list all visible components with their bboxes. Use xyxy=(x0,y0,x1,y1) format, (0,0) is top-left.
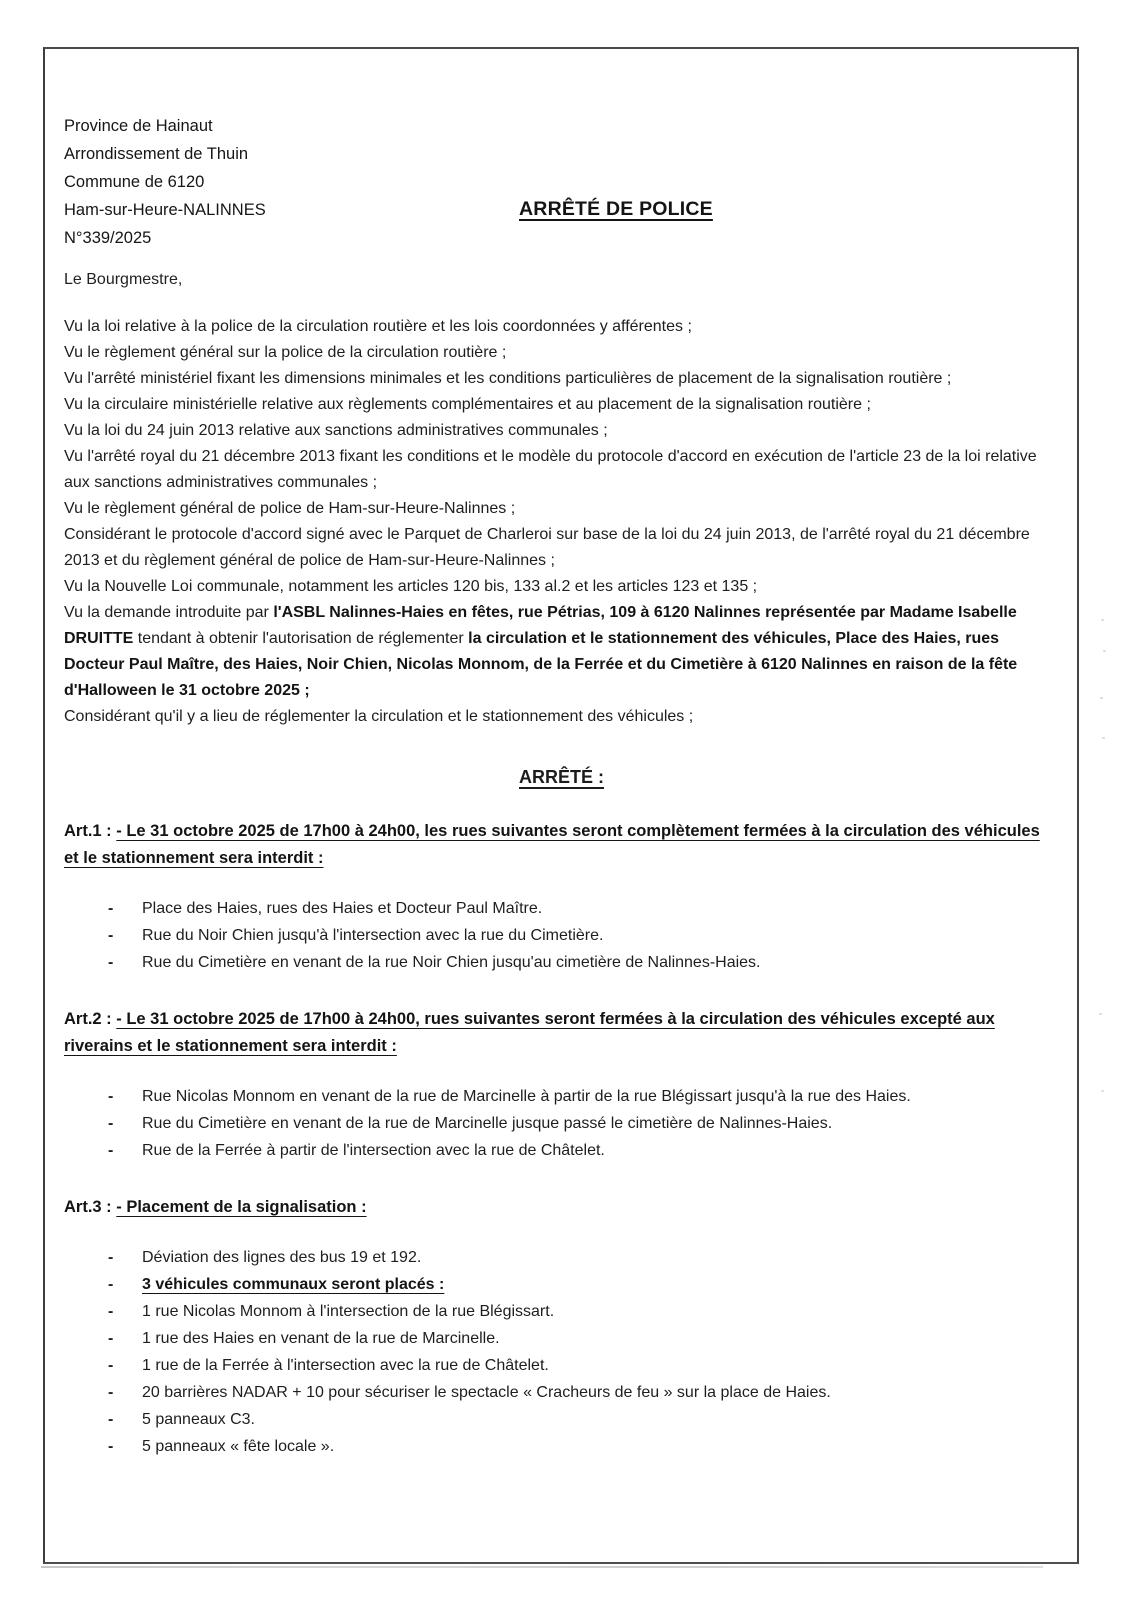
list-item xyxy=(64,1325,1059,1352)
preamble-clause: Vu le règlement général sur la police de la circulation routière ; xyxy=(64,344,507,361)
preamble-clause: Vu le règlement général de police de Ham-sur-Heure-Nalinnes ; xyxy=(64,500,516,517)
article-label: Art.2 : xyxy=(64,1010,112,1028)
article-2 xyxy=(64,1006,1059,1164)
admin-line-ville: Ham-sur-Heure-NALINNES xyxy=(64,201,266,219)
preamble-clause-demande xyxy=(64,600,1054,704)
admin-line-province: Province de Hainaut xyxy=(64,117,213,135)
bullet-dash: - xyxy=(108,1357,114,1374)
article-label: Art.3 : xyxy=(64,1198,112,1216)
scan-speckle xyxy=(1101,619,1104,621)
list-item xyxy=(64,1083,1059,1110)
article-label: Art.1 : xyxy=(64,822,112,840)
list-item xyxy=(64,1406,1059,1433)
list-item-text: 1 rue Nicolas Monnom à l'intersection de la rue Blégissart. xyxy=(142,1303,555,1320)
list-item-text: Déviation des lignes des bus 19 et 192. xyxy=(142,1249,422,1266)
list-item-text-emphasized: 3 véhicules communaux seront placés : xyxy=(142,1276,445,1293)
list-item xyxy=(64,1433,1059,1460)
preamble-clause: Vu la Nouvelle Loi communale, notamment les articles 120 bis, 133 al.2 et les articles 123 et 135 ; xyxy=(64,578,758,595)
list-item-text: Rue du Noir Chien jusqu'à l'intersection avec la rue du Cimetière. xyxy=(142,927,604,944)
list-item xyxy=(64,1110,1059,1137)
bullet-dash: - xyxy=(108,1330,114,1347)
list-item xyxy=(64,949,1059,976)
preamble-clause: Considérant le protocole d'accord signé avec le Parquet de Charleroi sur base de la loi du 24 juin 2013, de l'arrêté royal du 21 décembre 2013 et du règlement général de police de Ham-sur-Heure-Nalinnes ; xyxy=(64,526,1030,569)
scan-speckle xyxy=(1101,1090,1104,1092)
list-item xyxy=(64,1137,1059,1164)
list-item xyxy=(64,1352,1059,1379)
preamble-clause: Vu l'arrêté ministériel fixant les dimensions minimales et les conditions particulières de placement de la signalisation routière ; xyxy=(64,370,952,387)
article-3-list xyxy=(64,1244,1059,1460)
preamble-clause: Vu la loi relative à la police de la circulation routière et les lois coordonnées y afférentes ; xyxy=(64,318,692,335)
list-item-text: 5 panneaux C3. xyxy=(142,1411,255,1428)
article-1-heading xyxy=(64,818,1059,872)
list-item-text: 5 panneaux « fête locale ». xyxy=(142,1438,335,1455)
preamble-clause: Vu l'arrêté royal du 21 décembre 2013 fixant les conditions et le modèle du protocole d'accord en exécution de l'article 23 de la loi relative aux sanctions administratives communales ; xyxy=(64,448,1037,491)
scan-speckle xyxy=(1103,650,1106,652)
document-header xyxy=(64,112,1059,252)
article-1-list xyxy=(64,895,1059,976)
list-item-text: Rue Nicolas Monnom en venant de la rue de Marcinelle à partir de la rue Blégissart jusqu'à la rue des Haies. xyxy=(142,1088,911,1105)
list-item xyxy=(64,1271,1059,1298)
list-item xyxy=(64,1298,1059,1325)
bullet-dash: - xyxy=(108,1303,114,1320)
preamble-clause: Considérant qu'il y a lieu de réglementer la circulation et le stationnement des véhicules ; xyxy=(64,708,694,725)
bullet-dash: - xyxy=(108,954,114,971)
article-heading-text: - Le 31 octobre 2025 de 17h00 à 24h00, rues suivantes seront fermées à la circulation des véhicules excepté aux riverains et le stationnement sera interdit : xyxy=(64,1010,995,1055)
clause-segment-bold: l'ASBL Nalinnes-Haies en fêtes, rue Pétrias, 109 à 6120 Nalinnes représentée par Madame Isabelle DRUITTE xyxy=(64,604,1017,647)
article-1 xyxy=(64,818,1059,976)
decree-heading: ARRÊTÉ : xyxy=(519,767,604,787)
bullet-dash: - xyxy=(108,927,114,944)
list-item-text: 1 rue de la Ferrée à l'intersection avec la rue de Châtelet. xyxy=(142,1357,549,1374)
article-heading-text: - Placement de la signalisation : xyxy=(116,1198,367,1216)
list-item-text: Rue de la Ferrée à partir de l'intersection avec la rue de Châtelet. xyxy=(142,1142,605,1159)
list-item xyxy=(64,1244,1059,1271)
bullet-dash: - xyxy=(108,1249,114,1266)
bullet-dash: - xyxy=(108,1276,114,1293)
article-3-heading xyxy=(64,1194,1059,1221)
clause-segment: Vu la demande introduite par xyxy=(64,604,274,621)
preamble-clause: Vu la circulaire ministérielle relative aux règlements complémentaires et au placement de la signalisation routière ; xyxy=(64,396,871,413)
scan-speckle xyxy=(1099,1013,1102,1015)
bullet-dash: - xyxy=(108,1438,114,1455)
commune-address-block xyxy=(64,112,1059,252)
scan-speckle xyxy=(1102,737,1105,739)
list-item xyxy=(64,922,1059,949)
bullet-dash: - xyxy=(108,1411,114,1428)
preamble-block xyxy=(64,314,1054,730)
admin-line-arrondissement: Arrondissement de Thuin xyxy=(64,145,249,163)
list-item-text: 1 rue des Haies en venant de la rue de Marcinelle. xyxy=(142,1330,500,1347)
list-item xyxy=(64,895,1059,922)
bullet-dash: - xyxy=(108,1142,114,1159)
scan-artifact-line xyxy=(41,1566,1043,1568)
article-2-list xyxy=(64,1083,1059,1164)
list-item-text: Rue du Cimetière en venant de la rue Noir Chien jusqu'au cimetière de Nalinnes-Haies. xyxy=(142,954,761,971)
scan-speckle xyxy=(1100,697,1103,699)
page-border-frame xyxy=(43,47,1079,1564)
article-2-heading xyxy=(64,1006,1059,1060)
list-item-text: Place des Haies, rues des Haies et Docteur Paul Maître. xyxy=(142,900,543,917)
page-content xyxy=(45,49,1077,1562)
salutation: Le Bourgmestre, xyxy=(64,271,183,288)
clause-segment-bold: la circulation et le stationnement des véhicules, Place des Haies, rues Docteur Paul Maître, des Haies, Noir Chien, Nicolas Monnom, de la Ferrée et du Cimetière à 6120 Nalinnes en raison de la fête d'Halloween le 31 octobre 2025 ; xyxy=(64,630,1018,699)
list-item-text: 20 barrières NADAR + 10 pour sécuriser le spectacle « Cracheurs de feu » sur la place de Haies. xyxy=(142,1384,831,1401)
bullet-dash: - xyxy=(108,1384,114,1401)
bullet-dash: - xyxy=(108,1115,114,1132)
clause-segment: tendant à obtenir l'autorisation de réglementer xyxy=(133,630,469,647)
article-heading-text: - Le 31 octobre 2025 de 17h00 à 24h00, les rues suivantes seront complètement fermées à la circulation des véhicules et le stationnement sera interdit : xyxy=(64,822,1040,867)
document-number: N°339/2025 xyxy=(64,229,152,247)
list-item xyxy=(64,1379,1059,1406)
list-item-text: Rue du Cimetière en venant de la rue de Marcinelle jusque passé le cimetière de Nalinnes-Haies. xyxy=(142,1115,833,1132)
document-title: ARRÊTÉ DE POLICE xyxy=(519,198,713,220)
bullet-dash: - xyxy=(108,900,114,917)
article-3 xyxy=(64,1194,1059,1460)
preamble-clause: Vu la loi du 24 juin 2013 relative aux sanctions administratives communales ; xyxy=(64,422,608,439)
bullet-dash: - xyxy=(108,1088,114,1105)
admin-line-commune: Commune de 6120 xyxy=(64,173,205,191)
